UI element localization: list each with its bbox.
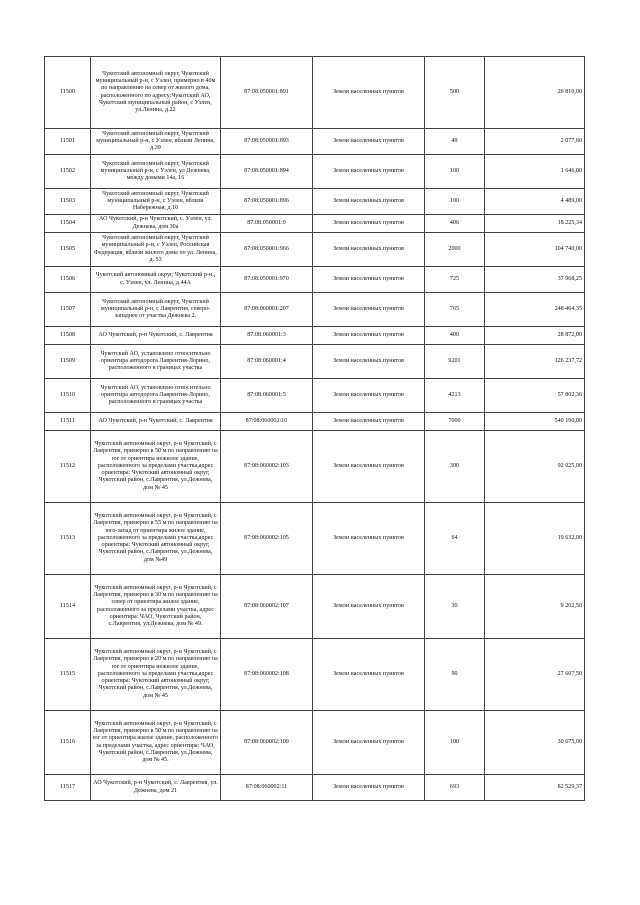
area-cell: 64 — [425, 503, 485, 575]
area-cell: 30 — [425, 575, 485, 639]
address-cell: АО Чукотский, р-н Чукотский, с. Лаврентия, ул. Дежнева, дом 21 — [91, 775, 221, 801]
address-cell: Чукотский автономный округ, Чукотский р-н., с. Уэлен, ул. Ленина, д.44А — [91, 267, 221, 293]
row-number: 11501 — [45, 129, 91, 155]
table-row — [45, 413, 585, 431]
row-number: 11504 — [45, 215, 91, 233]
row-number: 11509 — [45, 345, 91, 379]
cadastral-cost-cell: 57 802,36 — [485, 379, 585, 413]
area-cell: 765 — [425, 293, 485, 327]
address-cell: АО Чукотский, р-н Чукотский, с. Лаврентия — [91, 413, 221, 431]
land-category-cell: Земли населенных пунктов — [313, 503, 425, 575]
cadastral-number-cell: 87:08:060001:4 — [221, 345, 313, 379]
table-row — [45, 431, 585, 503]
land-category-cell: Земли населенных пунктов — [313, 267, 425, 293]
address-cell: Чукотский автономный округ, р-н Чукотский, с Лаврентия, примерно в 50 м по направлению на юг от ориентира жилое здание, расположенного за пределами участка, адрес ориентира: ЧАО, Чукотский район, с.Лаврентия, ул.Дежнева, дом № 45. — [91, 711, 221, 775]
address-cell: Чукотский автономный округ, р-н Чукотский, с Лаврентия, примерно в 50 м по направлению на юг от ориентира нежилое здание, расположенного за пределами участка,адрес ориентира: Чукотский автономный округ, Чукотский район, с.Лаврентия, ул.Дежнева, дом № 45 — [91, 431, 221, 503]
land-category-cell: Земли населенных пунктов — [313, 575, 425, 639]
area-cell: 9201 — [425, 345, 485, 379]
land-category-cell: Земли населенных пунктов — [313, 189, 425, 215]
area-cell: 500 — [425, 57, 485, 129]
table-row — [45, 345, 585, 379]
address-cell: АО Чукотский, р-н Чукотский, с. Лаврентия — [91, 327, 221, 345]
table-row — [45, 293, 585, 327]
cadastral-cost-cell: 4 489,00 — [485, 189, 585, 215]
cadastral-number-cell: 87:08:050001:894 — [221, 155, 313, 189]
cadastral-cost-cell: 540 190,00 — [485, 413, 585, 431]
table-row — [45, 155, 585, 189]
cadastral-number-cell: 87:08:060002:10 — [221, 413, 313, 431]
row-number: 11502 — [45, 155, 91, 189]
cadastral-cost-cell: 30 675,00 — [485, 711, 585, 775]
address-cell: Чукотский автономный округ, р-н Чукотский, с Лаврентия, примерно в 55 м по направлению на юго-запад от ориентира жилое здание, расположенного за пределами участка,адрес ориентира: Чукотский автономный округ, Чукотский район, с.Лаврентия, ул.Дежнева, дом №49 — [91, 503, 221, 575]
cadastral-number-cell: 87:08:060002:108 — [221, 639, 313, 711]
address-cell: АО Чукотский, р-н Чукотский, с. Уэлен, ул. Дежнева, дом 30а — [91, 215, 221, 233]
table-row — [45, 57, 585, 129]
table-row — [45, 503, 585, 575]
table-row — [45, 775, 585, 801]
row-number: 11510 — [45, 379, 91, 413]
cadastral-number-cell: 87:08:050001:896 — [221, 189, 313, 215]
table-row — [45, 189, 585, 215]
cadastral-number-cell: 87:08:050001:893 — [221, 129, 313, 155]
cadastral-number-cell: 87:08:060001:3 — [221, 327, 313, 345]
cadastral-cost-cell: 27 607,50 — [485, 639, 585, 711]
row-number: 11511 — [45, 413, 91, 431]
area-cell: 406 — [425, 215, 485, 233]
cadastral-cost-cell: 18 225,34 — [485, 215, 585, 233]
row-number: 11515 — [45, 639, 91, 711]
cadastral-cost-cell: 2 077,60 — [485, 129, 585, 155]
table-row — [45, 129, 585, 155]
row-number: 11505 — [45, 233, 91, 267]
row-number: 11508 — [45, 327, 91, 345]
area-cell: 7000 — [425, 413, 485, 431]
area-cell: 100 — [425, 711, 485, 775]
area-cell: 4213 — [425, 379, 485, 413]
row-number: 11503 — [45, 189, 91, 215]
row-number: 11500 — [45, 57, 91, 129]
table-row — [45, 215, 585, 233]
table-row — [45, 327, 585, 345]
cadastral-number-cell: 87:08:050001:891 — [221, 57, 313, 129]
land-category-cell: Земли населенных пунктов — [313, 57, 425, 129]
table-row — [45, 233, 585, 267]
land-category-cell: Земли населенных пунктов — [313, 711, 425, 775]
table-row — [45, 267, 585, 293]
land-category-cell: Земли населенных пунктов — [313, 155, 425, 189]
area-cell: 100 — [425, 189, 485, 215]
address-cell: Чукотский автономный округ, Чукотский муниципальный р-н, с Уэлен, ул Дежнева, между домами 14а, 16 — [91, 155, 221, 189]
address-cell: Чукотский автономный округ, р-н Чукотский, с Лаврентия, примерно в 30 м по направлению на север от ориентира жилое здание, расположенного за пределами участка, адрес ориентира: ЧАО, Чукотский район, с.Лаврентия, ул.Дежнева, дом № 49. — [91, 575, 221, 639]
land-category-cell: Земли населенных пунктов — [313, 129, 425, 155]
area-cell: 300 — [425, 431, 485, 503]
row-number: 11507 — [45, 293, 91, 327]
cadastral-cost-cell: 19 632,00 — [485, 503, 585, 575]
land-category-cell: Земли населенных пунктов — [313, 345, 425, 379]
land-category-cell: Земли населенных пунктов — [313, 775, 425, 801]
land-category-cell: Земли населенных пунктов — [313, 379, 425, 413]
address-cell: Чукотский автономный округ, Чукотский муниципальный р-н, с Уэлен, вблизи Ленина, д.39 — [91, 129, 221, 155]
area-cell: 725 — [425, 267, 485, 293]
cadastral-cost-cell: 104 740,00 — [485, 233, 585, 267]
land-category-cell: Земли населенных пунктов — [313, 215, 425, 233]
land-category-cell: Земли населенных пунктов — [313, 233, 425, 267]
address-cell: Чукотский автономный округ, Чукотский муниципальный р-н, с Уэлен, примерно в 40м по направлению на север от жилого дома, расположенного по адресу:Чукотский АО, Чукотский муниципальный район, с Уэлен, ул.Ленина, д.22 — [91, 57, 221, 129]
area-cell: 693 — [425, 775, 485, 801]
table-row — [45, 575, 585, 639]
cadastral-cost-cell: 9 202,50 — [485, 575, 585, 639]
table-row — [45, 379, 585, 413]
cadastral-number-cell: 87:08:060002:103 — [221, 431, 313, 503]
cadastral-cost-cell: 1 646,00 — [485, 155, 585, 189]
address-cell: Чукотский АО, установлено относительно ориентира автодорога Лаврентия-Лорино, расположенного в границах участка — [91, 345, 221, 379]
land-category-cell: Земли населенных пунктов — [313, 639, 425, 711]
area-cell: 100 — [425, 155, 485, 189]
address-cell: Чукотский автономный округ, Чукотский муниципальный р-н, с Уэлен, вблизи Набережная, д.10 — [91, 189, 221, 215]
table-row — [45, 639, 585, 711]
row-number: 11514 — [45, 575, 91, 639]
area-cell: 49 — [425, 129, 485, 155]
cadastral-number-cell: 87:08:060002:11 — [221, 775, 313, 801]
cadastral-number-cell: 87:08:050001:970 — [221, 267, 313, 293]
land-category-cell: Земли населенных пунктов — [313, 327, 425, 345]
area-cell: 400 — [425, 327, 485, 345]
land-category-cell: Земли населенных пунктов — [313, 413, 425, 431]
cadastral-cost-cell: 126 237,72 — [485, 345, 585, 379]
address-cell: Чукотский автономный округ, Чукотский муниципальный р-н, с Лаврентия, северо-западнее от участка Дежнева 2. — [91, 293, 221, 327]
cadastral-number-cell: 87:08:060001:5 — [221, 379, 313, 413]
address-cell: Чукотский АО, установлено относительно ориентира автодорога Лаврентия-Лорино, расположенного в границах участка — [91, 379, 221, 413]
land-category-cell: Земли населенных пунктов — [313, 431, 425, 503]
cadastral-number-cell: 87:08:060001:207 — [221, 293, 313, 327]
cadastral-cost-cell: 92 025,00 — [485, 431, 585, 503]
cadastral-cost-cell: 248 464,35 — [485, 293, 585, 327]
cadastral-cost-cell: 28 872,00 — [485, 327, 585, 345]
area-cell: 90 — [425, 639, 485, 711]
land-category-cell: Земли населенных пунктов — [313, 293, 425, 327]
cadastral-cost-cell: 37 968,25 — [485, 267, 585, 293]
row-number: 11517 — [45, 775, 91, 801]
row-number: 11513 — [45, 503, 91, 575]
address-cell: Чукотский автономный округ, р-н Чукотский, с Лаврентия, примерно в 20 м по направлению на юг от ориентира нежилое здание, расположенного за пределами участка,адрес ориентира: Чукотский автономный округ, Чукотский район, с.Лаврентия, ул.Дежнева, дом № 45 — [91, 639, 221, 711]
cadastral-number-cell: 87:08:050001:966 — [221, 233, 313, 267]
land-plots-table — [44, 56, 585, 801]
row-number: 11512 — [45, 431, 91, 503]
row-number: 11506 — [45, 267, 91, 293]
cadastral-number-cell: 87:08:060002:105 — [221, 503, 313, 575]
cadastral-number-cell: 87:08:060002:109 — [221, 711, 313, 775]
cadastral-number-cell: 87:08:060002:107 — [221, 575, 313, 639]
row-number: 11516 — [45, 711, 91, 775]
cadastral-cost-cell: 82 529,37 — [485, 775, 585, 801]
table-row — [45, 711, 585, 775]
address-cell: Чукотский автономный округ, Чукотский муниципальный р-н, с Уэлен, Российская Федерация, вблизи жилого дома по ул. Ленина, д. 53 — [91, 233, 221, 267]
cadastral-cost-cell: 26 810,00 — [485, 57, 585, 129]
cadastral-number-cell: 87:08:050001:9 — [221, 215, 313, 233]
area-cell: 2000 — [425, 233, 485, 267]
